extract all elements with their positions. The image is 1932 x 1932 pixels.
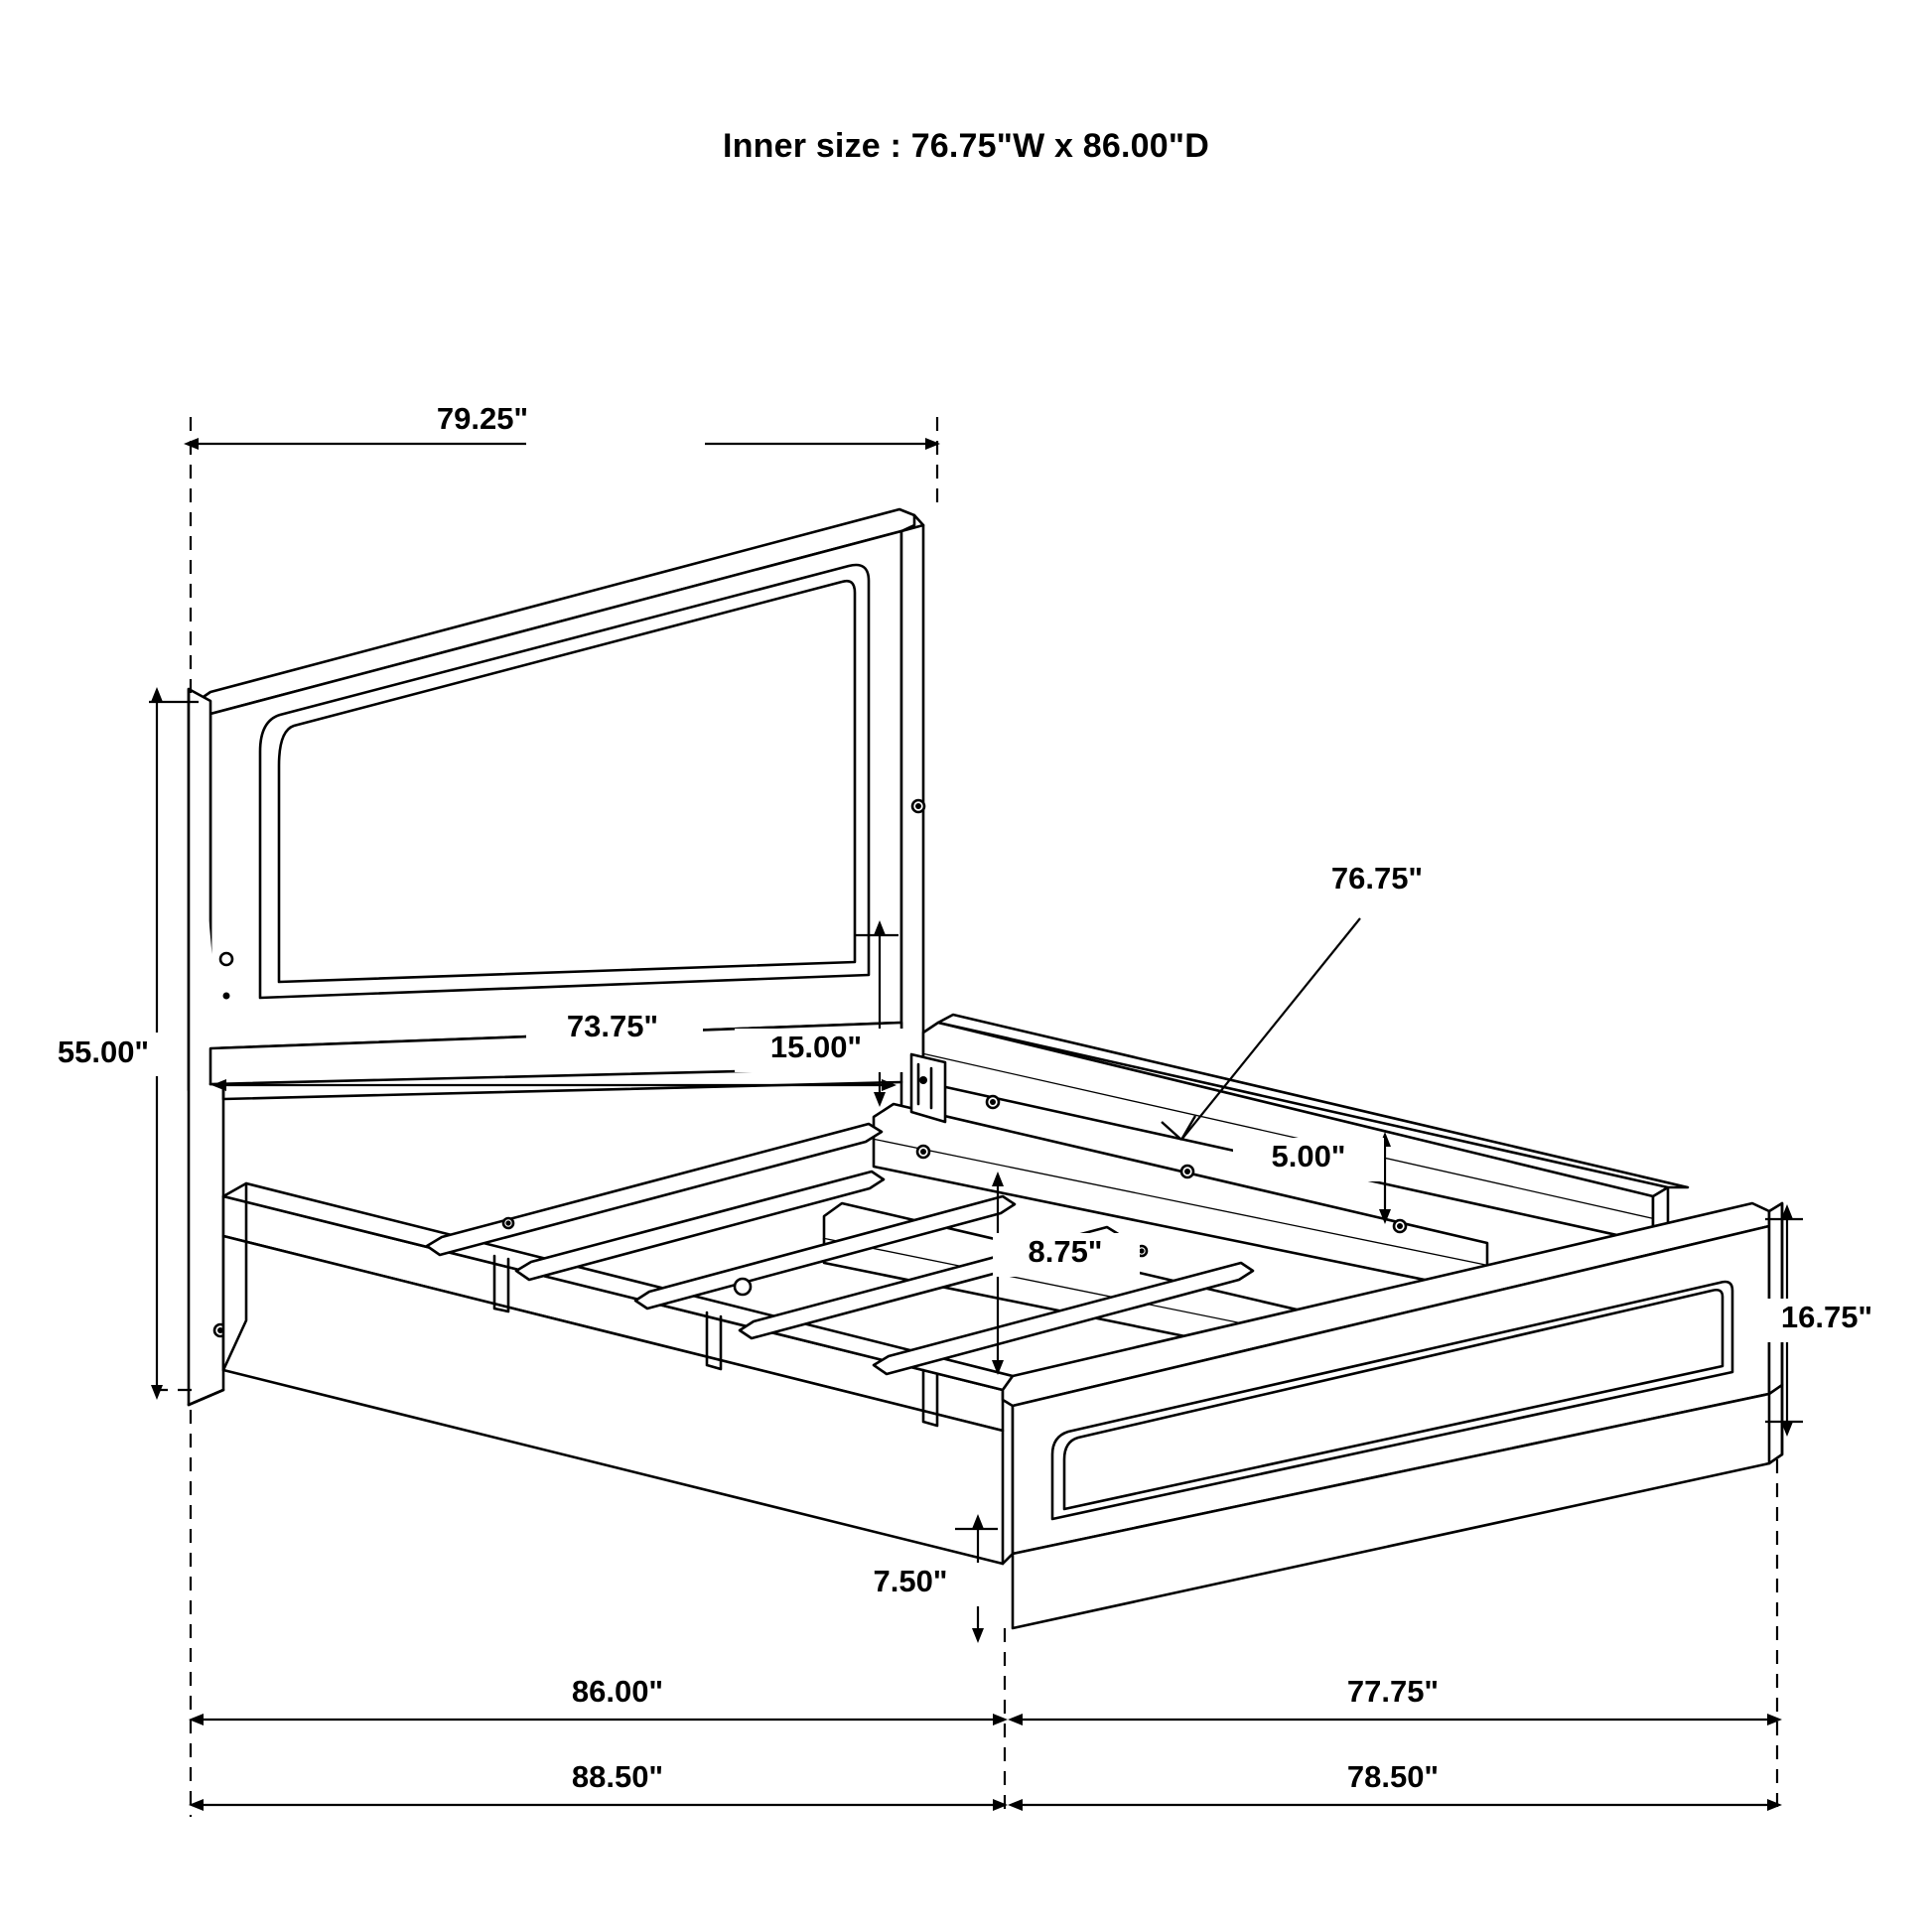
dim-footboard-clearance: 7.50" xyxy=(873,1564,948,1598)
dim-side-length: 86.00" xyxy=(571,1674,664,1709)
dim-headboard-inner-width: 73.75" xyxy=(566,1009,659,1043)
dim-footboard-width: 77.75" xyxy=(1346,1674,1440,1709)
dim-overall-height: 55.00" xyxy=(57,1035,150,1069)
dim-headboard-width: 79.25" xyxy=(436,401,529,436)
dim-deck-to-headboard: 15.00" xyxy=(769,1030,863,1064)
dim-side-rail-callout: 76.75" xyxy=(1330,861,1424,896)
dim-slat-drop: 5.00" xyxy=(1271,1139,1346,1173)
dim-rail-to-floor: 8.75" xyxy=(1028,1234,1103,1269)
page-title: Inner size : 76.75"W x 86.00"D xyxy=(723,127,1209,165)
dim-overall-width: 78.50" xyxy=(1346,1759,1440,1794)
dim-overall-length: 88.50" xyxy=(571,1759,664,1794)
dim-footboard-height: 16.75" xyxy=(1780,1300,1873,1334)
